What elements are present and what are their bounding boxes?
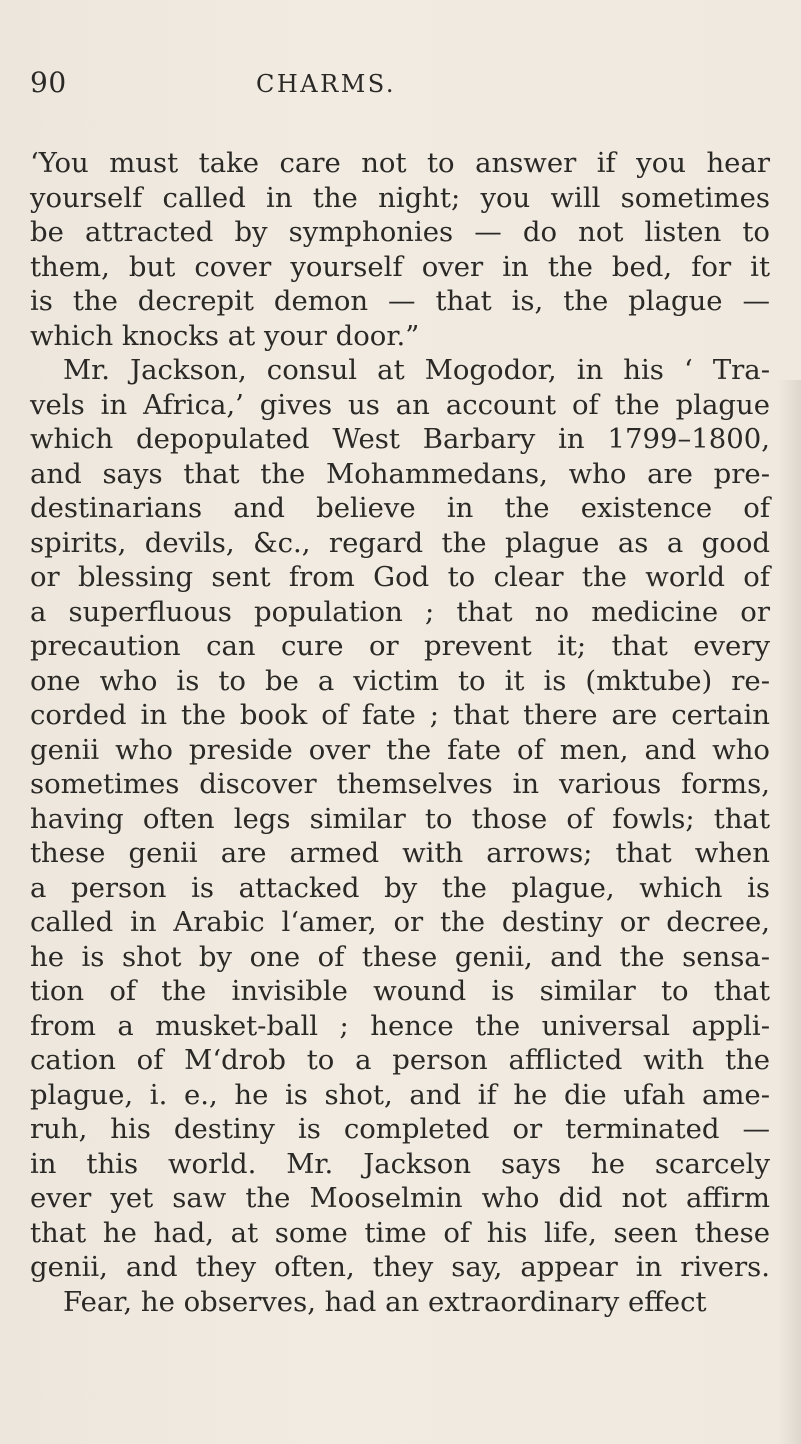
text-line: destinarians and believe in the existence of (30, 492, 770, 524)
text-line: genii who preside over the fate of men, and who (30, 733, 770, 766)
text-line: which depopulated West Barbary in 1799–1800, (30, 423, 770, 455)
text-line: Fear, he observes, had an extraordinary effect (63, 1285, 707, 1318)
text-line: is the decrepit demon — that is, the plague — (30, 285, 770, 317)
text-line: them, but cover yourself over in the bed, for it (30, 250, 770, 283)
text-line: genii, and they often, they say, appear in rivers. (30, 1251, 770, 1283)
body-text (30, 146, 770, 1319)
text-line: Mr. Jackson, consul at Mogodor, in his ‘ Tra- (63, 354, 770, 386)
text-line: be attracted by symphonies — do not listen to (30, 216, 770, 248)
text-line: yourself called in the night; you will sometimes (30, 181, 770, 214)
text-line: called in Arabic l‘amer, or the destiny or decree, (30, 906, 770, 938)
text-line: sometimes discover themselves in various forms, (30, 768, 770, 800)
text-line: plague, i. e., he is shot, and if he die ufah ame- (30, 1078, 770, 1111)
text-line: and says that the Mohammedans, who are pre- (30, 457, 770, 490)
text-line: or blessing sent from God to clear the world of (30, 561, 770, 593)
text-line: precaution can cure or prevent it; that every (30, 630, 770, 662)
text-line: having often legs similar to those of fowls; that (30, 802, 770, 835)
text-line: corded in the book of fate ; that there are certain (30, 699, 770, 731)
text-line: cation of M‘drob to a person afflicted with the (30, 1044, 770, 1076)
text-line: tion of the invisible wound is similar to that (30, 975, 770, 1007)
text-line: in this world. Mr. Jackson says he scarcely (30, 1147, 770, 1180)
text-line: which knocks at your door.” (30, 319, 420, 352)
text-line: he is shot by one of these genii, and the sensa- (30, 940, 770, 973)
text-line: a person is attacked by the plague, which is (30, 871, 770, 904)
text-line: a superfluous population ; that no medicine or (30, 595, 770, 628)
text-line: spirits, devils, &c., regard the plague as a good (30, 526, 770, 559)
running-title: CHARMS. (256, 70, 396, 98)
page-edge-shadow (778, 380, 801, 1444)
text-line: vels in Africa,’ gives us an account of the plague (30, 388, 770, 421)
page-number: 90 (30, 66, 67, 99)
text-line: ruh, his destiny is completed or terminated — (30, 1113, 770, 1145)
page-header (0, 66, 801, 106)
text-line: from a musket-ball ; hence the universal appli- (30, 1009, 770, 1042)
text-line: ever yet saw the Mooselmin who did not affirm (30, 1182, 770, 1214)
text-line: that he had, at some time of his life, seen these (30, 1216, 770, 1249)
text-line: these genii are armed with arrows; that when (30, 837, 770, 869)
text-line: one who is to be a victim to it is (mktube) re- (30, 664, 770, 697)
text-line: ‘You must take care not to answer if you hear (30, 147, 770, 179)
